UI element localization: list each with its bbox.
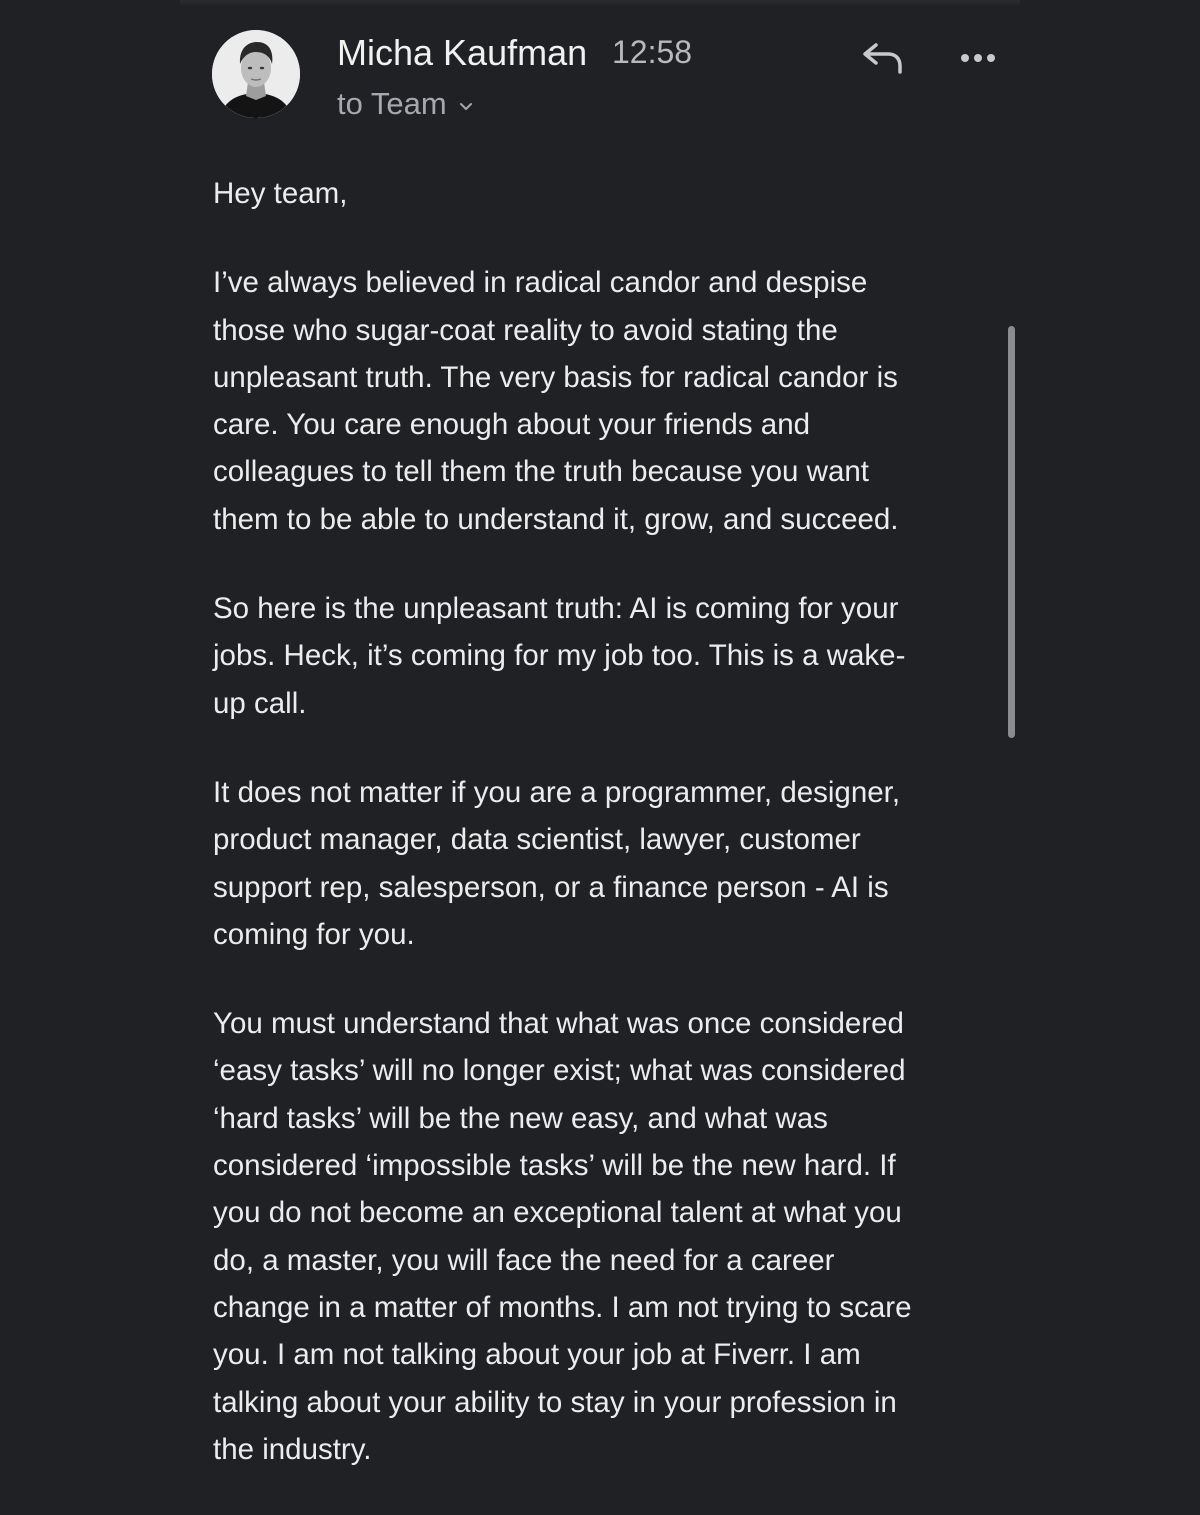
reply-arrow-icon — [860, 40, 904, 76]
scrollbar[interactable] — [1008, 326, 1015, 738]
avatar-portrait-icon — [212, 30, 300, 118]
sender-avatar[interactable] — [212, 30, 300, 118]
reply-button[interactable] — [856, 34, 908, 82]
chevron-down-icon — [459, 84, 473, 120]
email-header — [0, 0, 1200, 140]
body-paragraph: So here is the unpleasant truth: AI is coming for your jobs. Heck, it’s coming for my job too. This is a wake- up call. — [213, 592, 906, 720]
sent-time: 12:58 — [612, 34, 693, 70]
body-paragraph: You must understand that what was once considered ‘easy tasks’ will no longer exist; what was considered ‘hard tasks’ will be the new easy, and what was considered ‘impossible tasks’ will be the new hard. If you do not become an exceptional talent at what you do, a master, you will face the need for a career change in a matter of months. I am not trying to scare you. I am not talking about your job at Fiverr. I am talking about your ability to stay in your profession in the industry. — [213, 1007, 912, 1466]
recipient-label: to Team — [337, 86, 447, 121]
greeting: Hey team, — [213, 177, 348, 210]
body-paragraph: I’ve always believed in radical candor and despise those who sugar-coat reality to avoid stating the unpleasant truth. The very basis for radical candor is care. You care enough about your friends and colleagues to tell them the truth because you want them to be able to understand it, grow, and succeed. — [213, 266, 899, 536]
body-paragraph: It does not matter if you are a programmer, designer, product manager, data scientist, lawyer, customer support rep, salesperson, or a finance person - AI is coming for you. — [213, 775, 901, 951]
more-options-button[interactable] — [952, 40, 1004, 76]
email-body — [213, 170, 998, 1515]
more-options-icon — [958, 52, 998, 64]
recipient-dropdown[interactable] — [337, 86, 473, 122]
sender-name[interactable]: Micha Kaufman — [337, 32, 588, 73]
